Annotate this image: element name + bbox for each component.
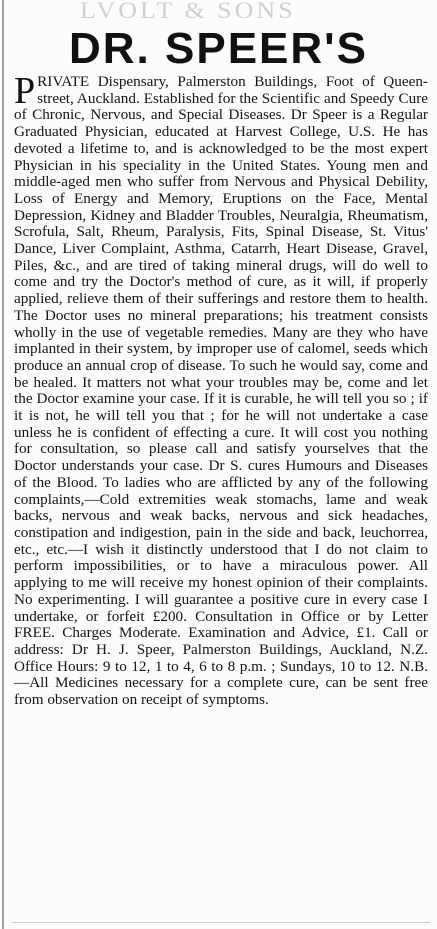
bottom-rule [12,922,430,923]
column-rule [2,0,4,929]
advert-body [14,70,428,709]
drop-cap-letter: P [14,70,36,112]
advert-title: DR. SPEER'S [69,24,368,73]
masthead-scrap: LVOLT & SONS [80,1,296,21]
advert-body-text: RIVATE Dispensary, Palmerston Buildings, Foot of Queen-street, Auckland. Established for the Scientific and Speedy Cure of Chronic, Nervous, and Special Diseases. Dr Speer is a Regular Graduated Physician, educated at Harvest College, U.S. He has devoted a lifetime to, and is acknowledged to be the most expert Physician in his speciality in the United States. Young men and middle-aged men who suffer from Nervous and Physical Debility, Loss of Energy and Memory, Eruptions on the Face, Mental Depression, Kidney and Bladder Troubles, Neuralgia, Rheumatism, Scrofula, Salt, Rheum, Paralysis, Fits, Spinal Disease, St. Vitus' Dance, Liver Complaint, Asthma, Catarrh, Heart Disease, Gravel, Piles, &c., and are tired of taking mineral drugs, will do well to come and try the Doctor's method of cure, as it will, if properly applied, relieve them of their sufferings and restore them to health. The Doctor uses no mineral preparations; his treatment consists wholly in the use of vegetable remedies. Many are they who have implanted in their system, by improper use of calomel, seeds which produce an annual crop of disease. To such he would say, come and be healed. It matters not what your troubles may be, come and let the Doctor examine your case. If it is curable, he will tell you so ; if it is not, he will tell you that ; for he will not undertake a case unless he is confident of effecting a cure. It will cost you nothing for consultation, so please call and satisfy yourselves that the Doctor understands your case. Dr S. cures Humours and Diseases of the Blood. To ladies who are afflicted by any of the following complaints,—Cold extremities weak stomachs, lame and weak backs, nervous and weak backs, nervous and sick headaches, constipation and indigestion, pain in the side and back, leuchorrea, etc., etc.—I wish it distinctly understood that I do not claim to perform impossibilities, or to have a miraculous power. All applying to me will receive my honest opinion of their complaints. No experimenting. I will guarantee a positive cure in every case I undertake, or forfeit £200. Consultation in Office or by Letter FREE. Charges Moderate. Examination and Advice, £1. Call or address: Dr H. J. Speer, Palmerston Buildings, Auckland, N.Z. Office Hours: 9 to 12, 1 to 4, 6 to 8 p.m. ; Sundays, 10 to 12. N.B.—All Medicines necessary for a complete cure, can be sent free from observation on receipt of symptoms. [14,73,428,709]
